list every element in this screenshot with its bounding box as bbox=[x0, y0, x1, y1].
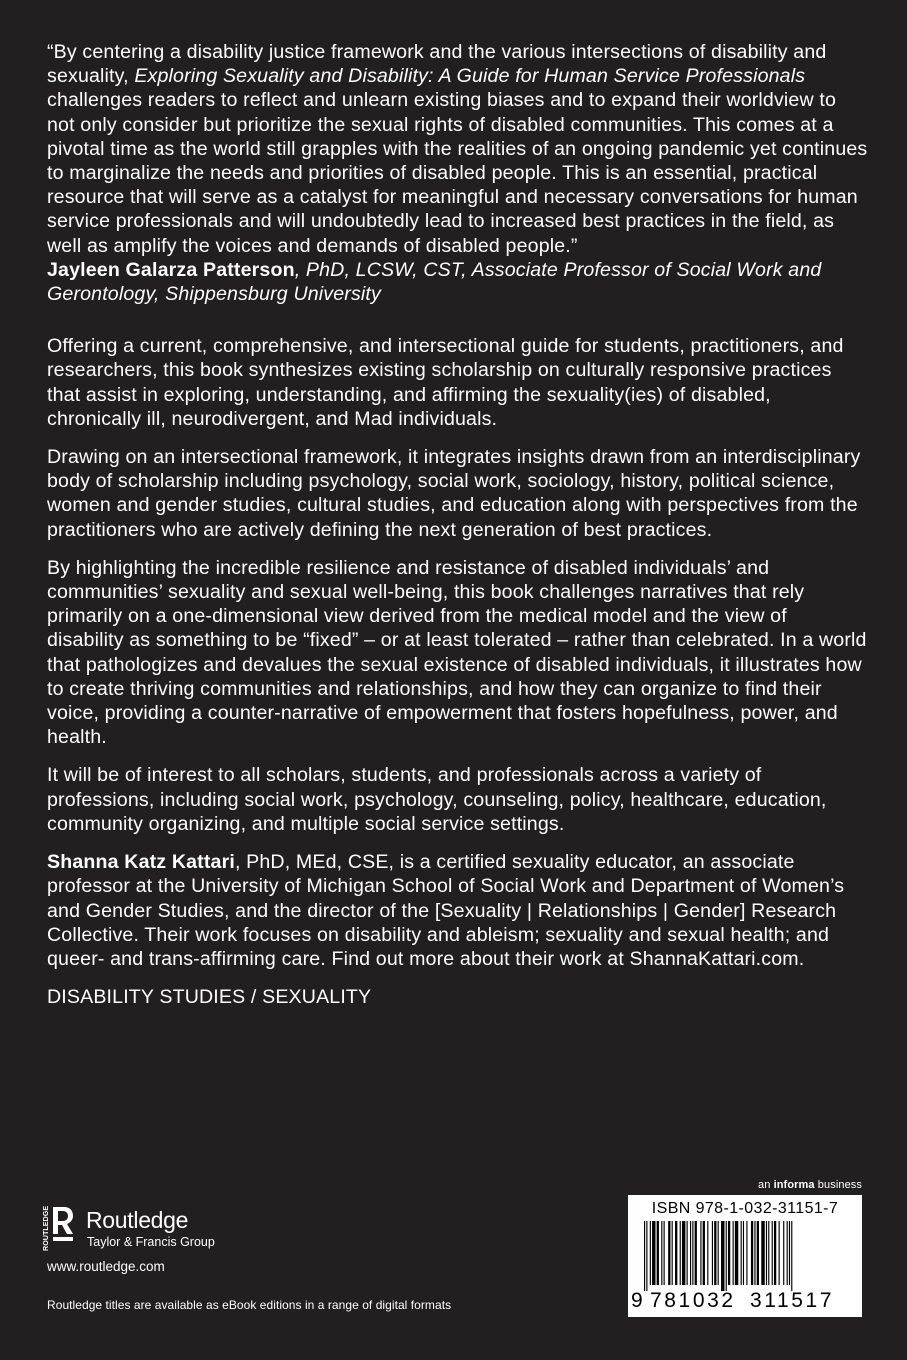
barcode-bar bbox=[646, 1221, 647, 1291]
quote-text-start: “By centering a disability justice framework and the various intersections of disability and sexuality, bbox=[47, 41, 827, 88]
barcode-bar bbox=[714, 1221, 716, 1285]
endorsement-quote bbox=[47, 40, 869, 258]
author-bio-text: , PhD, MEd, CSE, is a certified sexuality educator, an associate professor at the University of Michigan School of Social Work and Department of Women’s and Gender Studies, and the director of the [Sexuality | Relationships | Gender] Research Collective. Their work focuses on disability and ableism; sexuality and sexual health; and queer- and trans-affirming care. Find out more about their work at ShannaKattari.com. bbox=[47, 851, 845, 970]
barcode-bar bbox=[728, 1221, 730, 1285]
barcode-bar bbox=[703, 1221, 705, 1285]
description-paragraph-2: Drawing on an intersectional framework, it integrates insights drawn from an interdisciplinary body of scholarship including psychology, social work, sociology, history, political science, women and gender studies, cultural studies, and education along with perspectives from the practitioners who are actively defining the next generation of best practices. bbox=[47, 446, 861, 541]
barcode-bar bbox=[746, 1221, 747, 1285]
barcode-bar bbox=[687, 1221, 688, 1285]
description-paragraph-4: It will be of interest to all scholars, students, and professionals across a variety of professions, including social work, psychology, counseling, policy, healthcare, education, community organizing, and multiple social service settings. bbox=[47, 764, 827, 835]
publisher-name: Routledge bbox=[86, 1207, 189, 1233]
barcode-bar bbox=[766, 1221, 767, 1285]
barcode-bar bbox=[721, 1221, 724, 1291]
author-bio bbox=[47, 850, 869, 971]
endorser-name: Jayleen Galarza Patterson bbox=[47, 258, 295, 281]
barcode-bar bbox=[680, 1221, 681, 1285]
barcode-bar bbox=[661, 1221, 662, 1285]
isbn-barcode bbox=[628, 1195, 862, 1317]
informa-suffix: business bbox=[814, 1179, 862, 1191]
isbn-label: ISBN 978-1-032-31151-7 bbox=[651, 1200, 839, 1217]
barcode-bar bbox=[718, 1221, 719, 1285]
barcode-bar bbox=[751, 1221, 753, 1285]
barcode-digit-first: 9 bbox=[631, 1289, 643, 1312]
barcode-bar bbox=[652, 1221, 655, 1285]
barcode-bar bbox=[668, 1221, 670, 1285]
barcode-bar bbox=[774, 1221, 776, 1285]
barcode-bar bbox=[707, 1221, 708, 1285]
endorser-credentials: , PhD, LCSW, CST, Associate Professor of Social Work and Gerontology, Shippensburg University bbox=[47, 258, 822, 306]
barcode-bar bbox=[741, 1221, 742, 1285]
quoted-book-title: Exploring Sexuality and Disability: A Guide for Human Service Professionals bbox=[134, 65, 806, 88]
barcode-bar bbox=[650, 1221, 651, 1285]
informa-tagline bbox=[758, 1179, 862, 1191]
back-cover-text bbox=[47, 40, 869, 1009]
ebook-note: Routledge titles are available as eBook editions in a range of digital formats bbox=[47, 1298, 452, 1312]
barcode-bar bbox=[712, 1221, 713, 1285]
barcode-bar bbox=[768, 1221, 769, 1285]
barcode-bar bbox=[733, 1221, 734, 1285]
publisher-url: www.routledge.com bbox=[47, 1259, 165, 1274]
barcode-bar bbox=[735, 1221, 738, 1285]
barcode-bar bbox=[700, 1221, 701, 1285]
barcode-bar bbox=[772, 1221, 773, 1285]
barcode-bar bbox=[761, 1221, 764, 1285]
logo-vertical-text: ROUTLEDGE bbox=[41, 1205, 50, 1251]
routledge-logo-icon bbox=[40, 1203, 74, 1253]
barcode-bar bbox=[787, 1221, 788, 1285]
barcode-bar bbox=[779, 1221, 780, 1285]
barcode-bar bbox=[644, 1221, 645, 1291]
barcode-bar bbox=[789, 1221, 790, 1285]
barcode-bar bbox=[743, 1221, 744, 1285]
description-paragraph-3: By highlighting the incredible resilience and resistance of disabled individuals’ and communities’ sexuality and sexual well-being, this book challenges narratives that rely primarily on a one-dimensional view derived from the medical model and the view of disability as something to be “fixed” – or at least tolerated – rather than celebrated. In a world that pathologizes and devalues the sexual existence of disabled individuals, it illustrates how to create thriving communities and relationships, and how they can organize to find their voice, providing a counter-narrative of empowerment that fosters hopefulness, power, and health. bbox=[47, 556, 867, 749]
publisher-subtitle: Taylor & Francis Group bbox=[87, 1235, 215, 1249]
subject-category: DISABILITY STUDIES / SEXUALITY bbox=[47, 986, 372, 1009]
author-name: Shanna Katz Kattari bbox=[47, 851, 235, 874]
informa-prefix: an bbox=[757, 1179, 774, 1191]
informa-brand: informa bbox=[773, 1179, 815, 1191]
description-paragraph-1: Offering a current, comprehensive, and intersectional guide for students, practitioners, and researchers, this book synthesizes existing scholarship on culturally responsive practices that assist in exploring, understanding, and affirming the sexuality(ies) of disabled, chronically ill, neurodivergent, and Mad individuals. bbox=[47, 335, 844, 430]
barcode-bar bbox=[757, 1221, 759, 1285]
endorsement-attribution bbox=[47, 258, 869, 306]
quote-text-end: challenges readers to reflect and unlearn existing biases and to expand their worldview to not only consider but prioritize the sexual rights of disabled communities. This comes at a pivotal time as the world still grapples with the realities of an ongoing pandemic yet continues to marginalize the needs and priorities of disabled people. This is an essential, practical resource that will serve as a catalyst for meaningful and necessary conversations for human service professionals and will undoubtedly lead to increased best practices in the field, as well as amplify the voices and demands of disabled people.” bbox=[47, 89, 868, 257]
barcode-bar bbox=[664, 1221, 665, 1285]
barcode-digits-right: 311517 bbox=[750, 1289, 835, 1312]
barcode-bar bbox=[675, 1221, 677, 1285]
barcode-bars bbox=[644, 1221, 852, 1291]
barcode-bar bbox=[692, 1221, 693, 1285]
barcode-digits-left: 781032 bbox=[650, 1289, 736, 1312]
barcode-bar bbox=[690, 1221, 691, 1285]
barcode-bar bbox=[682, 1221, 685, 1285]
barcode-bar bbox=[657, 1221, 659, 1285]
barcode-bar bbox=[754, 1221, 755, 1285]
barcode-bar bbox=[726, 1221, 727, 1291]
barcode-bar bbox=[695, 1221, 697, 1285]
barcode-bar bbox=[783, 1221, 784, 1285]
barcode-bar bbox=[672, 1221, 673, 1285]
barcode-bar bbox=[791, 1221, 792, 1291]
